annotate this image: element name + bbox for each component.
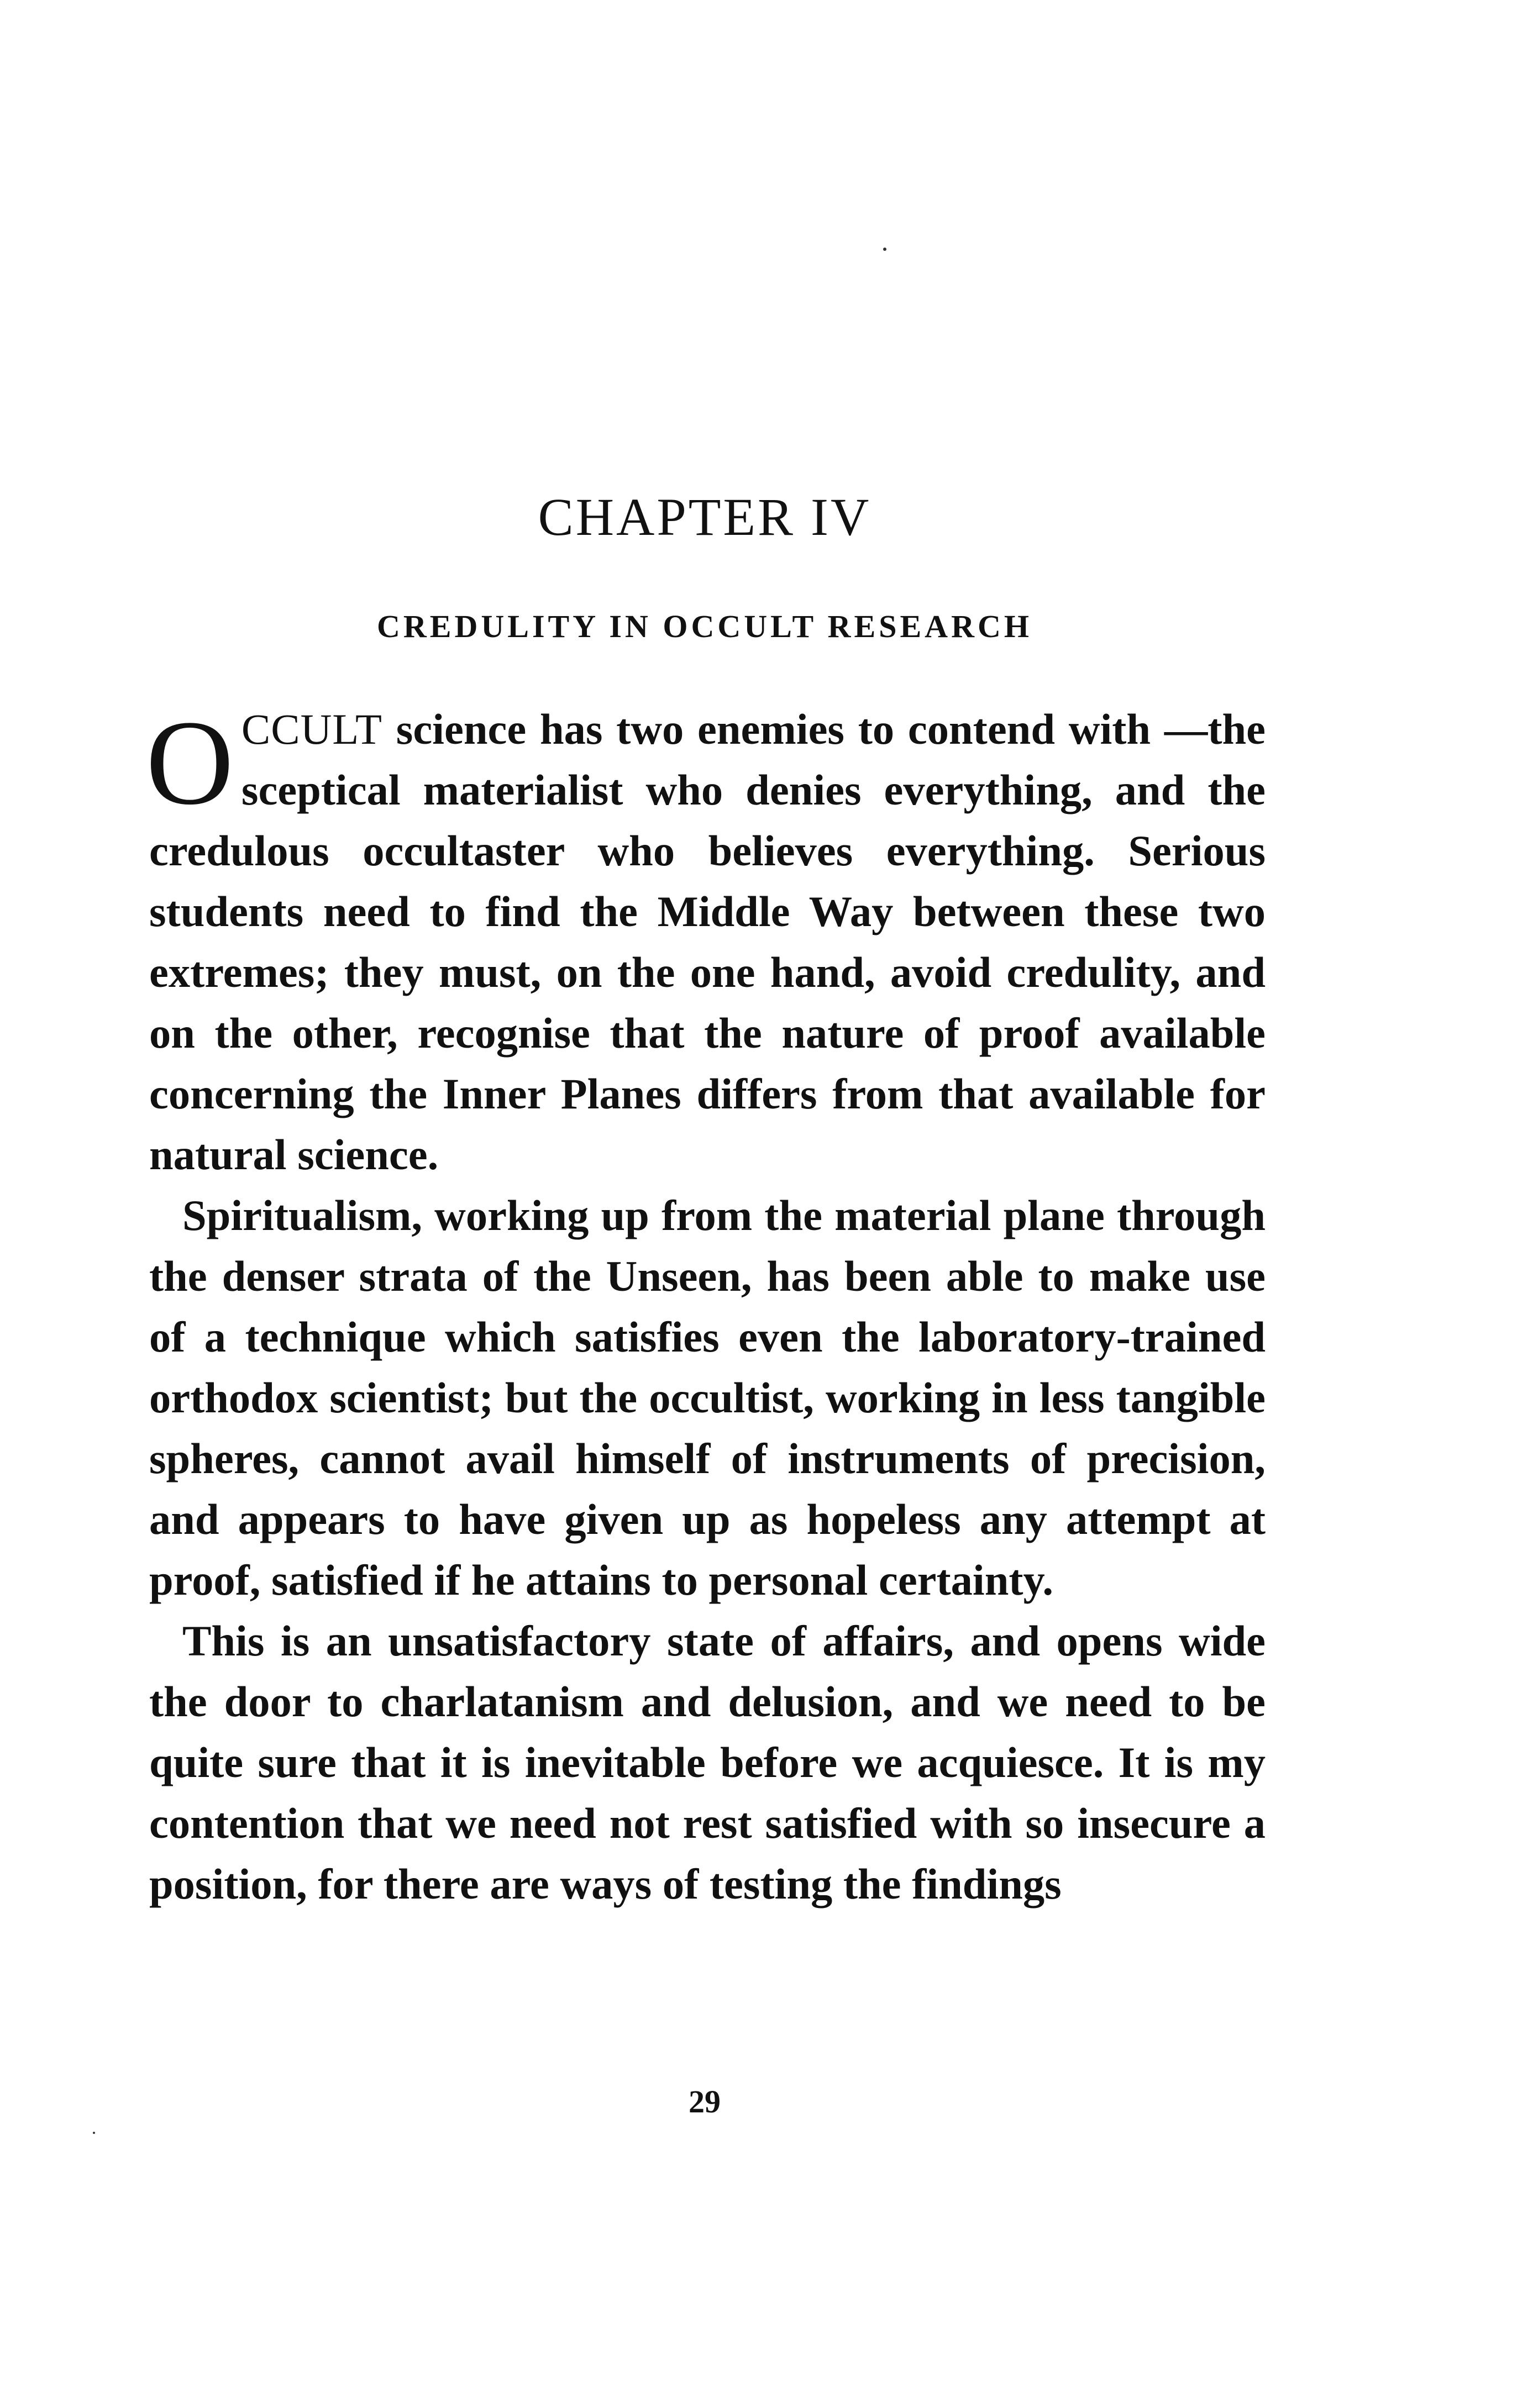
chapter-title: CHAPTER IV — [538, 487, 872, 546]
print-speck — [93, 2132, 95, 2134]
print-speck — [883, 248, 886, 251]
paragraph-1-text: science has two enemies to contend with —the sceptical materialist who denies everything, and the credulous occultaster who believes everything. Serious students need to find the Middle Way between these two extremes; they must, on the one hand, avoid credulity, and on the other, recognise that the nature of proof available concerning the Inner Planes differs from that available for natural science. — [149, 705, 1266, 1179]
opening-caps: CCULT — [241, 705, 382, 753]
drop-cap: O — [146, 695, 234, 830]
paragraph-3: This is an unsatisfactory state of affairs, and opens wide the door to charlatanism and delusion, and we need to be quite sure that it is inevitable before we acquiesce. It is my contention that we need not rest satisfied with so insecure a position, for there are ways of testing the findings — [149, 1617, 1266, 1908]
paragraph-1 — [146, 695, 1266, 1185]
chapter-body — [146, 695, 1266, 1915]
page-number: 29 — [689, 2084, 721, 2120]
chapter-subtitle: CREDULITY IN OCCULT RESEARCH — [377, 608, 1032, 644]
paragraph-2: Spiritualism, working up from the material plane through the denser strata of the Unseen, has been able to make use of a technique which satisfies even the laboratory-trained orthodox scientist; but the occultist, working in less tangible spheres, cannot avail himself of instruments of precision, and appears to have given up as hopeless any attempt at proof, satisfied if he attains to personal certainty. — [149, 1191, 1266, 1604]
